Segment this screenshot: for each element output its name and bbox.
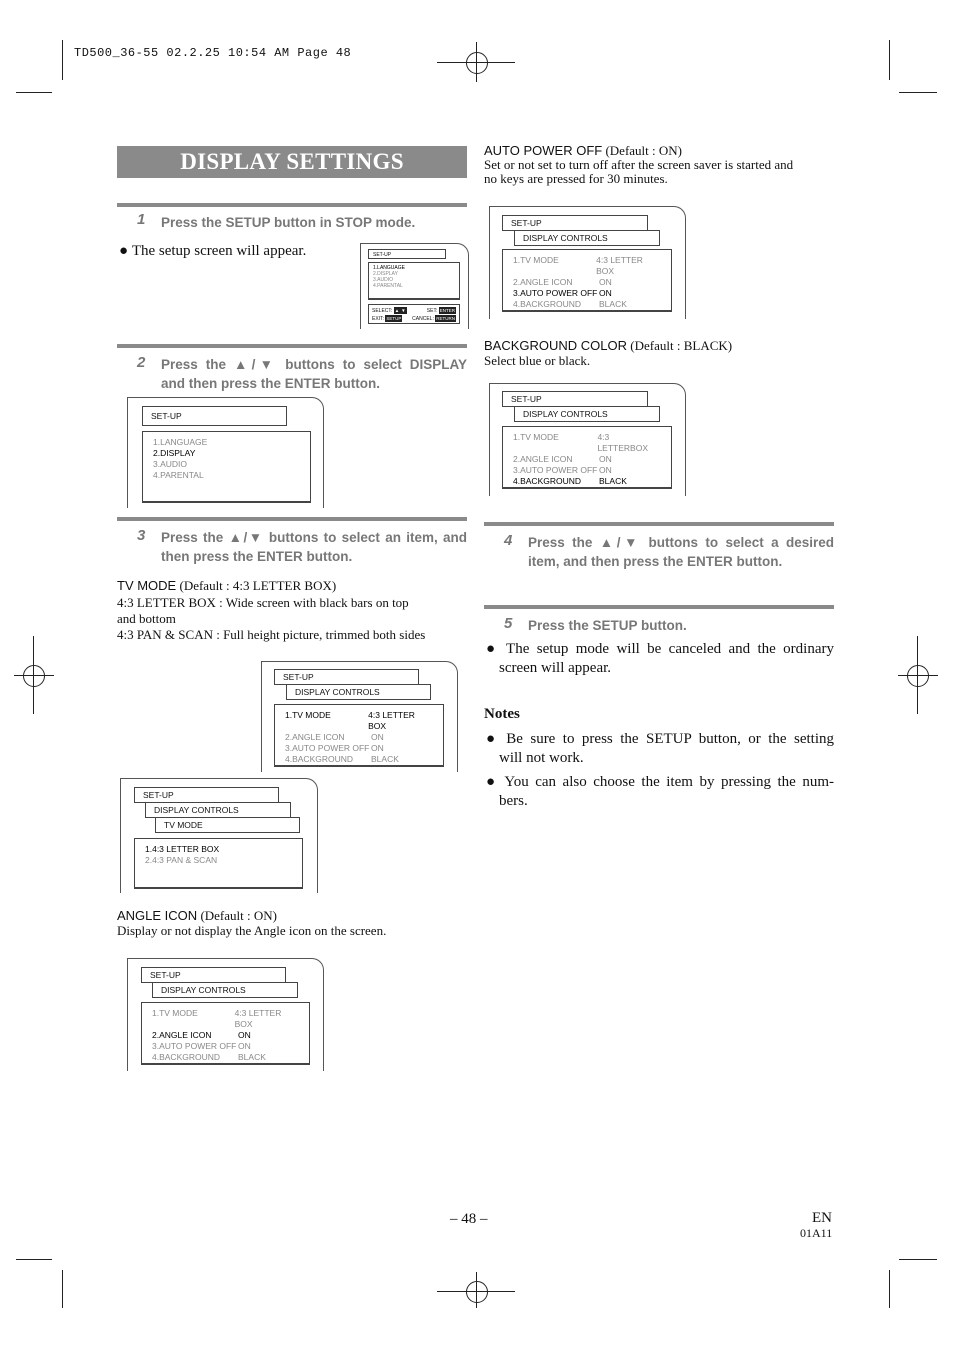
step-1-bullet: ● The setup screen will appear. [119,243,307,259]
tv-mode-line1: 4:3 LETTER BOX : Wide screen with black bars on top [117,595,409,610]
step-5-bullet: ● The setup mode will be canceled and the ordinary screen will appear. [486,641,835,676]
step-2-number: 2 [137,354,146,371]
auto-power-off-desc2: no keys are pressed for 30 minutes. [484,171,668,186]
step-1-number: 1 [137,211,146,228]
angle-icon-desc: Display or not display the Angle icon on the screen. [117,923,387,938]
note-1: ● Be sure to press the SETUP button, or the setting will not work. [486,731,834,766]
step-3-rule [117,517,467,521]
step-3-number: 3 [137,527,146,544]
step-5-text: Press the SETUP button. [528,618,687,633]
step-3-text: Press the ▲/▼ buttons to select an item, and then press the ENTER button. [161,530,467,564]
notes-heading: Notes [484,706,520,722]
tv-mode-line3: 4:3 PAN & SCAN : Full height picture, trimmed both sides [117,627,426,642]
tv-mode-line2: and bottom [117,611,176,626]
step-4-rule [484,522,834,526]
document-code: 01A11 [800,1226,833,1240]
tv-mode-heading: TV MODE (Default : 4:3 LETTER BOX) [117,578,337,593]
step-1-rule [117,203,467,207]
page-number: – 48 – [450,1211,488,1227]
step-4-text: Press the ▲/▼ buttons to select a desired item, and then press the ENTER button. [528,535,834,569]
step-2-rule [117,344,467,348]
step-1-text: Press the SETUP button in STOP mode. [161,215,416,230]
angle-icon-heading: ANGLE ICON (Default : ON) [117,908,277,923]
print-header: TD500_36-55 02.2.25 10:54 AM Page 48 [74,46,352,60]
auto-power-off-desc1: Set or not set to turn off after the screen saver is started and [484,157,794,172]
step-5-rule [484,605,834,609]
background-color-heading: BACKGROUND COLOR (Default : BLACK) [484,338,733,353]
step-4-number: 4 [504,532,513,549]
step-2-text: Press the ▲/▼ buttons to select DISPLAY and then press the ENTER button. [161,357,467,391]
language-code: EN [812,1210,832,1226]
background-color-desc: Select blue or black. [484,353,591,368]
auto-power-off-heading: AUTO POWER OFF (Default : ON) [484,143,682,158]
page-title: DISPLAY SETTINGS [117,146,467,178]
step-5-number: 5 [504,615,513,632]
note-2: ● You can also choose the item by pressing the num- bers. [486,774,834,809]
